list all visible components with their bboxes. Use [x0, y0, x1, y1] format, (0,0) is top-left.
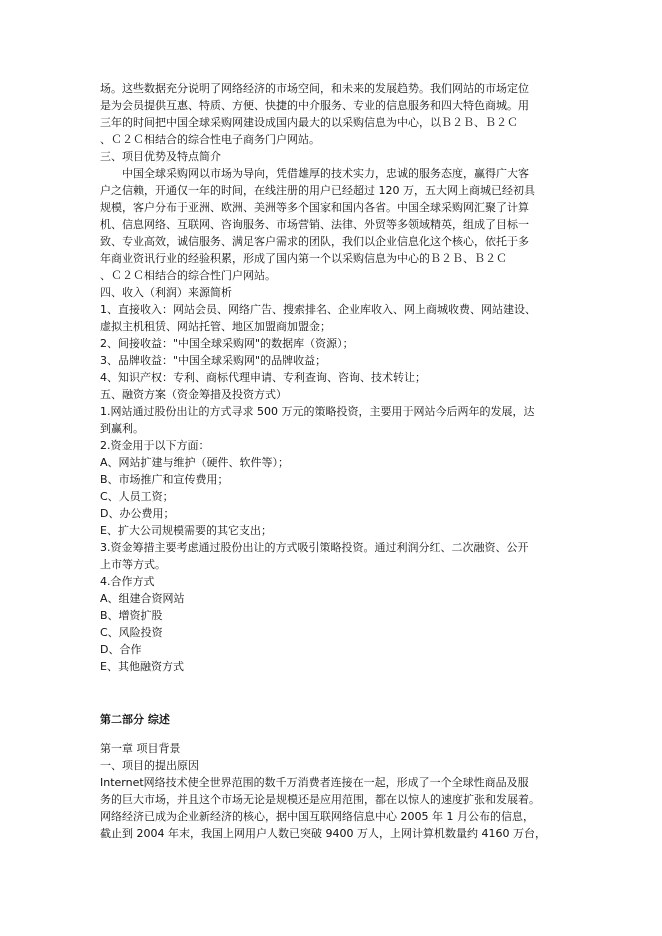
list-item: 2.资金用于以下方面： — [100, 439, 210, 452]
chapter-title: 第一章 项目背景 — [100, 742, 181, 755]
sub-heading: 一、项目的提出原因 — [100, 759, 199, 772]
list-item: A、组建合资网站 — [100, 592, 185, 605]
list-item: B、市场推广和宣传费用； — [100, 473, 229, 486]
text-line: 网络经济已成为企业新经济的核心，据中国互联网络信息中心 2005 年 1 月公布的信息， — [100, 810, 534, 823]
list-item: E、其他融资方式 — [100, 660, 184, 673]
document-page — [100, 80, 560, 842]
spacer — [100, 675, 560, 711]
text-line: 年商业资讯行业的经验积累，形成了国内第一个以采购信息为中心的Ｂ２Ｂ、Ｂ２Ｃ — [100, 252, 507, 265]
section-heading-financing: 五、融资方案（资金筹措及投资方式） — [100, 388, 287, 401]
text-line: 规模，客户分布于亚洲、欧洲、美洲等多个国家和国内各省。中国全球采购网汇聚了计算 — [100, 201, 529, 214]
text-line: 致、专业高效，诚信服务、满足客户需求的团队，我们以企业信息化这个核心，依托于多 — [100, 235, 529, 248]
revenue-list — [100, 301, 560, 386]
list-item: B、增资扩股 — [100, 609, 163, 622]
text-line: 是为会员提供互惠、特质、方便、快捷的中介服务、专业的信息服务和四大特色商城。用 — [100, 99, 529, 112]
spacer — [100, 728, 560, 740]
financing-list — [100, 403, 560, 675]
text-line: 、Ｃ２Ｃ相结合的综合性门户网站。 — [100, 269, 276, 282]
market-positioning-paragraph — [100, 80, 560, 148]
list-item: 1、直接收入：网站会员、网络广告、搜索排名、企业库收入、网上商城收费、网站建设、 — [100, 303, 536, 316]
text-line: 三年的时间把中国全球采购网建设成国内最大的以采购信息为中心，以Ｂ２Ｂ、Ｂ２Ｃ — [100, 116, 518, 129]
list-item: 1.网站通过股份出让的方式寻求 500 万元的策略投资，主要用于网站今后两年的发展，达 — [100, 405, 535, 418]
list-item: 4、知识产权：专利、商标代理申请、专利查询、咨询、技术转让； — [100, 371, 426, 384]
text-line: 户之信赖，开通仅一年的时间，在线注册的用户已经超过 120 万，五大网上商城已经初具 — [100, 184, 535, 197]
background-paragraph — [100, 774, 560, 842]
text-line: 场。这些数据充分说明了网络经济的市场空间，和未来的发展趋势。我们网站的市场定位 — [100, 82, 529, 95]
text-line: 务的巨大市场，并且这个市场无论是规模还是应用范围，都在以惊人的速度扩张和发展着。 — [100, 793, 540, 806]
list-item: 到赢利。 — [100, 422, 144, 435]
list-item: 4.合作方式 — [100, 575, 155, 588]
list-item: 3、品牌收益："中国全球采购网"的品牌收益； — [100, 354, 327, 367]
part-title: 第二部分 综述 — [100, 713, 170, 726]
text-line: 机、信息网络、互联网、咨询服务、市场营销、法律、外贸等多领域精英，组成了目标一 — [100, 218, 529, 231]
text-line: Internet网络技术使全世界范围的数千万消费者连接在一起，形成了一个全球性商品及服 — [100, 776, 529, 789]
list-item: C、人员工资； — [100, 490, 174, 503]
list-item: 虚拟主机租赁、网站托管、地区加盟商加盟金； — [100, 320, 331, 333]
text-line: 中国全球采购网以市场为导向，凭借雄厚的技术实力，忠诚的服务态度，赢得广大客 — [122, 167, 529, 180]
list-item: 上市等方式。 — [100, 558, 166, 571]
advantages-paragraph — [100, 165, 560, 284]
section-heading-advantages: 三、项目优势及特点简介 — [100, 150, 221, 163]
text-line: 截止到 2004 年末，我国上网用户人数已突破 9400 万人，上网计算机数量约 4160 万台， — [100, 827, 546, 840]
list-item: A、网站扩建与维护（硬件、软件等）； — [100, 456, 290, 469]
list-item: 3.资金筹措主要考虑通过股份出让的方式吸引策略投资。通过利润分红、二次融资、公开 — [100, 541, 529, 554]
list-item: 2、间接收益："中国全球采购网"的数据库（资源）； — [100, 337, 354, 350]
list-item: D、合作 — [100, 643, 142, 656]
list-item: C、风险投资 — [100, 626, 163, 639]
list-item: D、办公费用； — [100, 507, 175, 520]
section-heading-revenue: 四、收入（利润）来源简析 — [100, 286, 232, 299]
text-line: 、Ｃ２Ｃ相结合的综合性电子商务门户网站。 — [100, 133, 320, 146]
list-item: E、扩大公司规模需要的其它支出； — [100, 524, 272, 537]
